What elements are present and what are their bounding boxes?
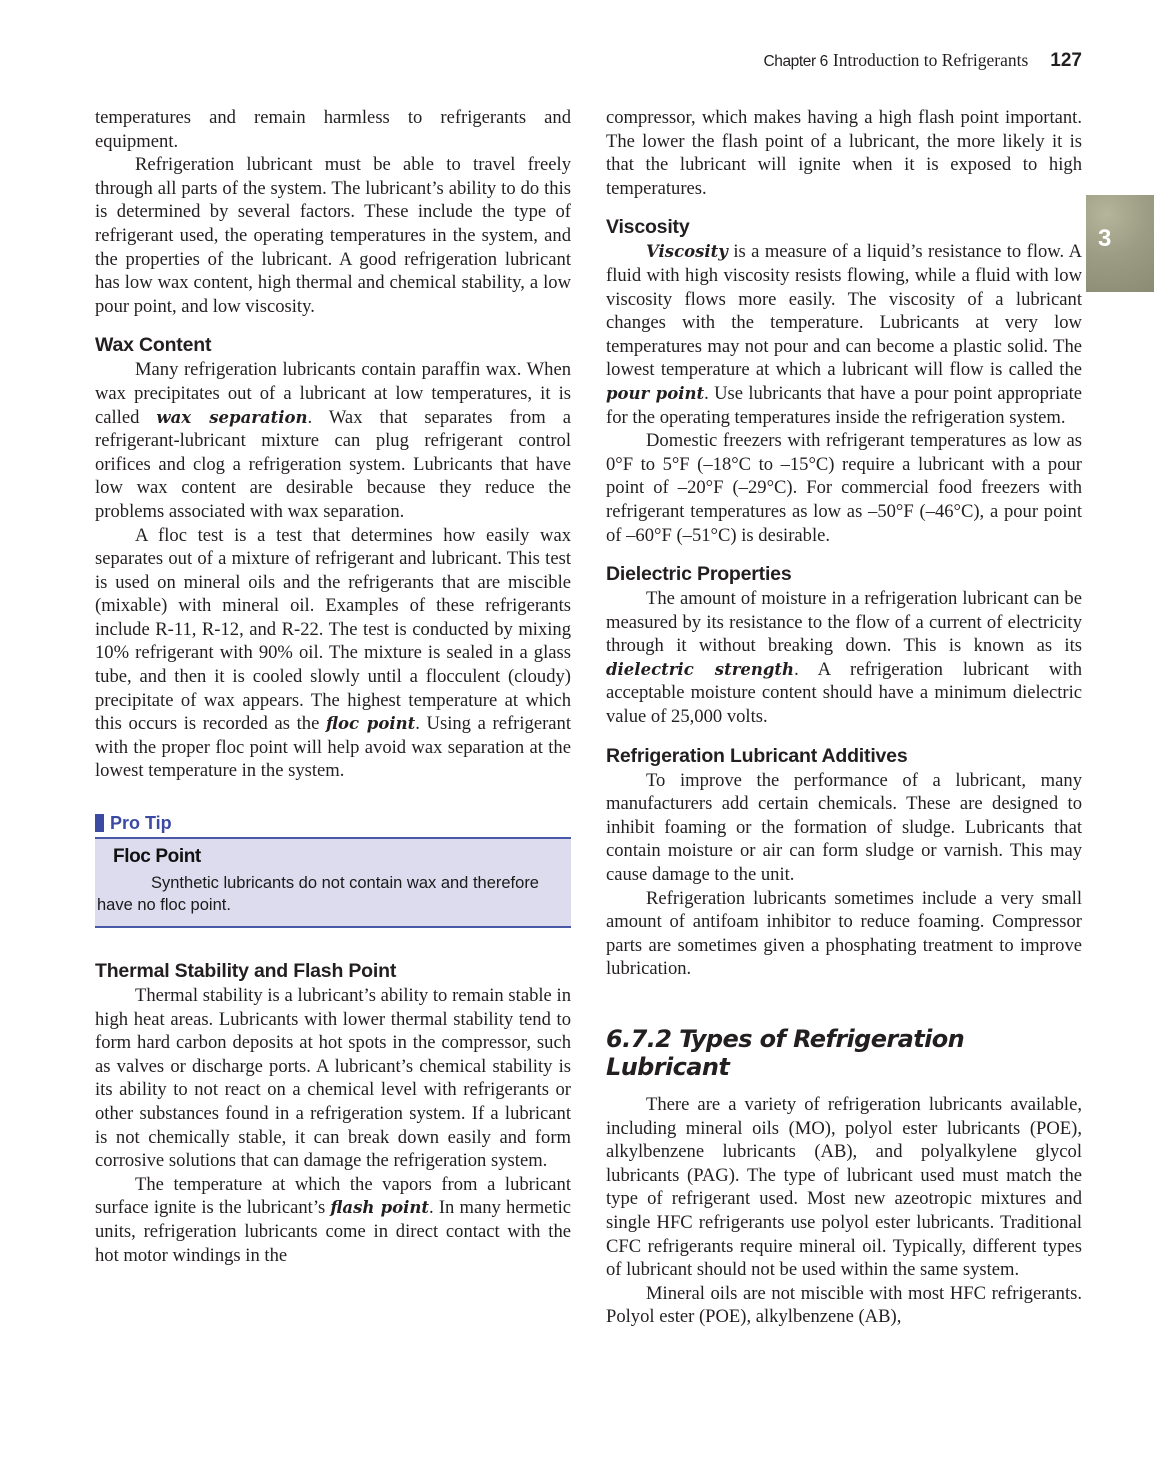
key-term: wax separation: [156, 407, 308, 427]
thumb-tab-label: 3: [1098, 225, 1112, 252]
section-heading-types: 6.7.2 Types of Refrigeration Lubricant: [606, 1025, 965, 1081]
paragraph: Refrigeration lubricants sometimes include a very small amount of antifoam inhibitor to reduce foaming. Compressor parts are sometimes given a phosphating treatment to improve lubrication.: [606, 887, 1082, 980]
pro-tip-callout: [95, 811, 571, 928]
section-heading-viscosity: Viscosity: [606, 216, 690, 239]
section-heading-thermal-stability: Thermal Stability and Flash Point: [95, 960, 397, 983]
text-run: . Use lubricants that have a pour point appropriate for the operating temperatures inside the refrigeration system.: [606, 382, 1082, 428]
key-term: pour point: [606, 383, 705, 403]
text-run: A floc test is a test that determines how easily wax separates out of a mixture of refrigerant and lubricant. This test is used on mineral oils and the refrigerants that are miscible (mixable) with mineral oil. Examples of these refrigerants include R-11, R-12, and R-22. The test is conducted by mixing 10% refrigerant with 90% oil. The mixture is sealed in a glass tube, and then it is cooled slowly until a flocculent (cloudy) precipitate of wax appears. The highest temperature at which this occurs is recorded as the: [95, 524, 571, 735]
chapter-title: Introduction to Refrigerants: [832, 50, 1029, 70]
pro-tip-box: [95, 837, 571, 928]
paragraph: Mineral oils are not miscible with most HFC refrigerants. Polyol ester (POE), alkylbenzene (AB),: [606, 1282, 1082, 1328]
paragraph: [606, 240, 1082, 429]
text-run: . Using a refrigerant with the proper floc point will help avoid wax separation at the lowest temperature in the system.: [95, 713, 571, 782]
running-header: [730, 50, 1082, 76]
key-term: Viscosity: [646, 242, 728, 262]
text-run: . In many hermetic units, refrigeration lubricants come in direct contact with the hot motor windings in the: [95, 1197, 571, 1266]
pro-tip-label-row: [95, 811, 571, 835]
pro-tip-text: Synthetic lubricants do not contain wax and therefore have no floc point.: [97, 874, 539, 915]
pro-tip-bar-icon: [95, 814, 104, 832]
page-number: 127: [1050, 50, 1082, 71]
text-run: . A refrigeration lubricant with acceptable moisture content should have a minimum dielectric value of 25,000 volts.: [606, 658, 1082, 728]
paragraph: Thermal stability is a lubricant’s ability to remain stable in high heat areas. Lubricants with lower thermal stability tend to form hard carbon deposits at hot spots in the compressor, such as valves or discharge ports. A lubricant’s chemical stability is its ability to not react on a chemical level with refrigerants or other substances found in a refrigeration system. If a lubricant is not chemically stable, it can break down easily and form corrosive solutions that can damage the refrigeration system.: [95, 985, 571, 1172]
section-heading-dielectric: Dielectric Properties: [606, 563, 792, 586]
text-run: The amount of moisture in a refrigeration lubricant can be measured by its resistance to the flow of a current of electricity through it without breaking down. This is known as its: [606, 588, 1082, 657]
section-heading-additives: Refrigeration Lubricant Additives: [606, 744, 908, 767]
section-heading-wax-content: Wax Content: [95, 334, 212, 357]
key-term: flash point: [330, 1198, 430, 1218]
right-column: [606, 106, 1082, 1329]
paragraph: Domestic freezers with refrigerant temperatures as low as 0°F to 5°F (–18°C to –15°C) require a lubricant with a pour point of –20°F (–29°C). For commercial food freezers with refrigerant temperatures as low as –50°F (–46°C), a pour point of –60°F (–51°C) is desirable.: [606, 430, 1082, 546]
paragraph: [95, 1173, 571, 1267]
paragraph: [95, 524, 571, 784]
paragraph: [95, 358, 571, 523]
key-term: dielectric strength: [606, 659, 795, 679]
left-column: [95, 106, 571, 1267]
paragraph: temperatures and remain harmless to refrigerants and equipment.: [95, 107, 571, 152]
text-run: . Wax that separates from a refrigerant-lubricant mixture can plug refrigerant control orifices and clog a refrigeration system. Lubricants that have low wax content are desirable because they reduce the problems associated with wax separation.: [95, 406, 571, 522]
paragraph: Refrigeration lubricant must be able to travel freely through all parts of the system. The lubricant’s ability to do this is determined by several factors. These include the type of refrigerant used, the operating temperatures in the system, and the properties of the lubricant. A good refrigeration lubricant has low wax content, high thermal and chemical stability, a low pour point, and low viscosity.: [95, 154, 571, 317]
key-term: floc point: [326, 714, 416, 734]
paragraph: compressor, which makes having a high flash point important. The lower the flash point of a lubricant, the more likely it is that the lubricant will ignite when it is exposed to high temperatures.: [606, 107, 1082, 199]
pro-tip-title: Floc Point: [113, 846, 201, 868]
paragraph: [606, 587, 1082, 729]
text-run: is a measure of a liquid’s resistance to flow. A fluid with high viscosity resists flowing, while a fluid with low viscosity flows more easily. The viscosity of a lubricant changes with the temperature. Lubricants at very low temperatures may not pour and can become a plastic solid. The lowest temperature at which a lubricant will flow is called the: [606, 241, 1082, 381]
pro-tip-label: Pro Tip: [110, 812, 172, 833]
text-run: Many refrigeration lubricants contain paraffin wax. When wax precipitates out of a lubricant at low temperatures, it is called: [95, 359, 571, 428]
text-run: The temperature at which the vapors from a lubricant surface ignite is the lubricant’s: [95, 1173, 571, 1219]
chapter-label: Chapter 6: [763, 53, 828, 70]
section-thumb-tab: [1086, 195, 1154, 292]
paragraph: There are a variety of refrigeration lubricants available, including mineral oils (MO), polyol ester lubricants (POE), alkylbenzene lubricants (AB), and polyalkylene glycol lubricants (PAG). The type of lubricant used must match the type of refrigerant used. Most new azeotropic mixtures and single HFC refrigerants use polyol ester lubricants. Traditional CFC refrigerants require mineral oil. Typically, different types of lubricant should not be used within the same system.: [606, 1094, 1082, 1281]
paragraph: To improve the performance of a lubricant, many manufacturers add certain chemicals. These are designed to inhibit foaming or the formation of sludge. Lubricants that contain moisture or air can form sludge or varnish. This may cause damage to the unit.: [606, 769, 1082, 886]
